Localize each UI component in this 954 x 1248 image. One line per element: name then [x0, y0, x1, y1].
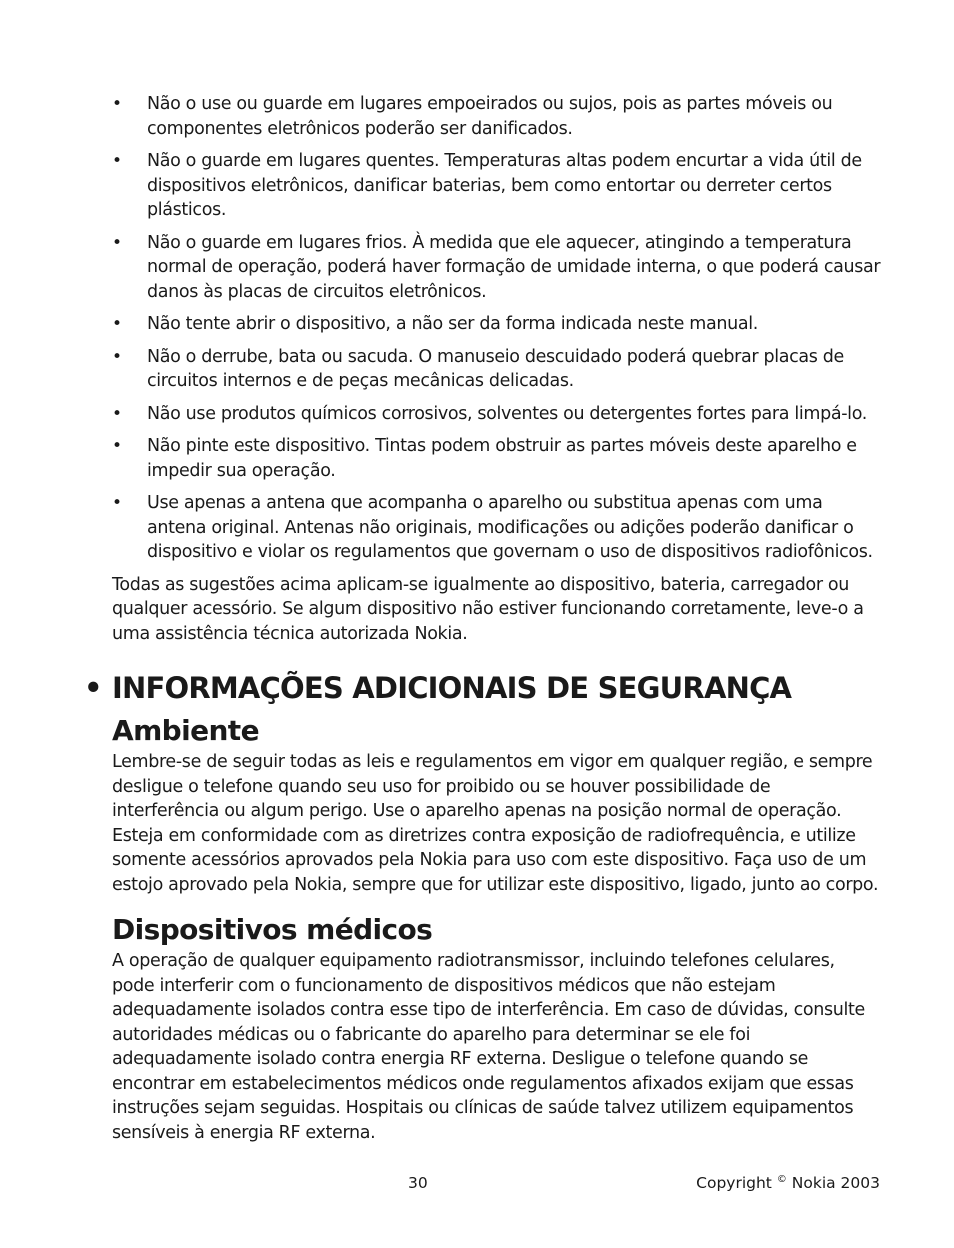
bullet-icon: •	[112, 314, 122, 334]
bullet-item	[112, 402, 882, 427]
section-bullet-icon: •	[84, 671, 102, 705]
summary-paragraph: Todas as sugestões acima aplicam-se igualmente ao dispositivo, bateria, carregador ou qualquer acessório. Se algum dispositivo não estiver funcionando corretamente, leve-o a uma assistência técnica autorizada Nokia.	[112, 574, 864, 644]
bullet-text: Não o guarde em lugares frios. À medida que ele aquecer, atingindo a temperatura normal de operação, poderá haver formação de umidade interna, o que poderá causar danos às placas de circuitos eletrônicos.	[147, 232, 881, 302]
copyright-suffix: Nokia 2003	[791, 1174, 880, 1192]
bullet-item	[112, 231, 882, 305]
bullet-item	[112, 149, 882, 223]
medical-devices-paragraph: A operação de qualquer equipamento radiotransmissor, incluindo telefones celulares, pode interferir com o funcionamento de dispositivos médicos que não estejam adequadamente isolados contra esse tipo de interferência. Em caso de dúvidas, consulte autoridades médicas ou o fabricante do aparelho para determinar se ele foi adequadamente isolado contra energia RF externa. Desligue o telefone quando se encontrar em estabelecimentos médicos onde regulamentos afixados exijam que essas instruções sejam seguidas. Hospitais ou clínicas de saúde talvez utilizem equipamentos sensíveis à energia RF externa.	[112, 951, 865, 1143]
section-title	[84, 670, 882, 706]
bullet-icon: •	[112, 151, 122, 171]
bullet-icon: •	[112, 94, 122, 114]
page-content	[84, 92, 882, 1145]
ambiente-paragraph: Lembre-se de seguir todas as leis e regulamentos em vigor em qualquer região, e sempre desligue o telefone quando seu uso for proibido ou se houver possibilidade de interferência ou algum perigo. Use o aparelho apenas na posição normal de operação. Esteja em conformidade com as diretrizes contra exposição de radiofrequência, e utilize somente acessórios aprovados pela Nokia para uso com este dispositivo. Faça uso de um estojo aprovado pela Nokia, sempre que for utilizar este dispositivo, ligado, junto ao corpo.	[112, 752, 879, 895]
bullet-icon: •	[112, 403, 122, 424]
bullet-text: Use apenas a antena que acompanha o aparelho ou substitua apenas com uma antena original. Antenas não originais, modificações ou adições poderão danificar o dispositivo e violar os regulamentos que governam o uso de dispositivos radiofônicos.	[147, 493, 873, 562]
bullet-text: Não pinte este dispositivo. Tintas podem obstruir as partes móveis deste aparelho e impedir sua operação.	[147, 436, 857, 481]
bullet-icon: •	[112, 346, 122, 367]
bullet-text: Não o use ou guarde em lugares empoeirados ou sujos, pois as partes móveis ou componentes eletrônicos poderão ser danificados.	[147, 94, 833, 139]
copyright-notice	[696, 1174, 880, 1192]
bullet-icon: •	[112, 232, 122, 253]
ambiente-heading: Ambiente	[112, 714, 259, 747]
copyright-prefix: Copyright	[696, 1174, 772, 1192]
bullet-icon: •	[112, 493, 122, 513]
bullet-item	[112, 312, 882, 337]
bullet-item	[112, 92, 882, 141]
bullet-icon: •	[112, 436, 122, 456]
section-title-text: INFORMAÇÕES ADICIONAIS DE SEGURANÇA	[112, 671, 792, 705]
copyright-symbol: ©	[776, 1174, 787, 1185]
bullet-text: Não o guarde em lugares quentes. Temperaturas altas podem encurtar a vida útil de dispositivos eletrônicos, danificar baterias, bem como entortar ou derreter certos plásticos.	[147, 151, 862, 220]
bullet-item	[112, 345, 882, 394]
bullet-item	[112, 434, 882, 483]
page-number: 30	[408, 1174, 428, 1192]
bullet-text: Não o derrube, bata ou sacuda. O manuseio descuidado poderá quebrar placas de circuitos internos e de peças mecânicas delicadas.	[147, 346, 844, 391]
bullet-item	[112, 491, 882, 565]
bullet-text: Não use produtos químicos corrosivos, solventes ou detergentes fortes para limpá-lo.	[147, 403, 867, 424]
care-bullet-list	[112, 92, 882, 565]
bullet-text: Não tente abrir o dispositivo, a não ser da forma indicada neste manual.	[147, 314, 758, 334]
medical-devices-heading: Dispositivos médicos	[112, 913, 433, 946]
